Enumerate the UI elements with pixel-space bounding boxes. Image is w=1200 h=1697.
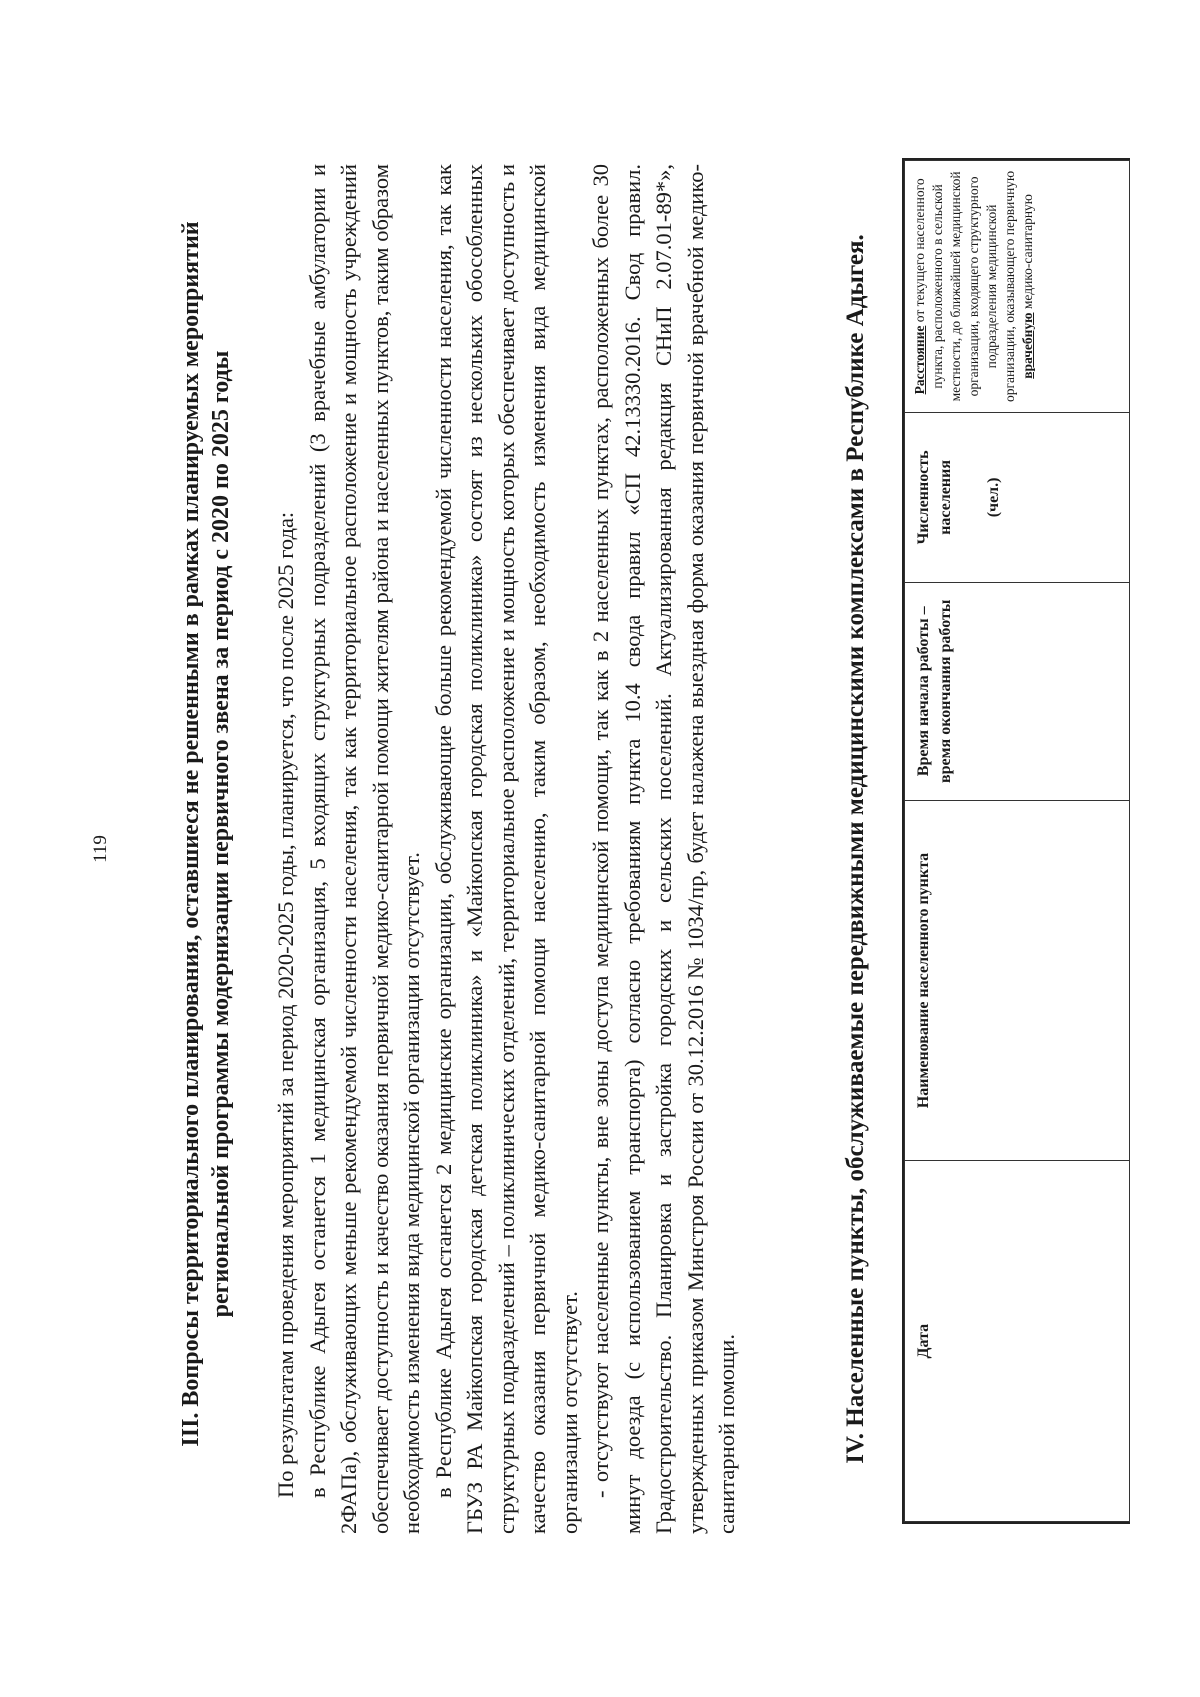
distance-keyword-2: врачебную	[1020, 312, 1035, 379]
population-unit: (чел.)	[985, 477, 1002, 517]
col-header-date: Дата	[905, 1160, 1130, 1521]
body-text	[270, 164, 743, 1534]
col-header-distance	[905, 160, 1130, 412]
distance-description-tail: медико-санитарную	[1020, 193, 1035, 313]
section-4-title: IV. Населенные пункты, обслуживаемые передвижными медицинскими комплексами в Республике Адыгея.	[842, 233, 869, 1464]
paragraph: в Республике Адыгея останется 1 медицинская организация, 5 входящих структурных подразделений (3 врачебные амбулатории и 2ФАПа), обслуживающих меньше рекомендуемой численности населения, так как территориальное расположение и мощность учреждений обеспечивает доступность и качество оказания первичной медико-санитарной помощи жителям района и населенных пунктов, таким образом необходимость изменения вида медицинской организации отсутствует.	[304, 163, 424, 1534]
col-header-settlement-name: Наименование населенного пункта	[905, 800, 1130, 1161]
section-3-title: III. Вопросы территориального планирования, оставшиеся не решенными в рамках планируемых мероприятий региональной программы модернизации первичного звена за период с 2020 по 2025 годы	[178, 220, 234, 1447]
settlements-table	[902, 158, 1130, 1524]
page-number: 119	[90, 834, 111, 863]
paragraph: - отсутствуют населенные пункты, вне зоны доступа медицинской помощи, так как в 2 населенных пунктах, расположенных более 30 минут доезда (с использованием транспорта) согласно требованиям пункта 10.4 свода правил «СП 42.13330.2016. Свод правил. Градостроительство. Планировка и застройка городских и сельских поселений. Актуализированная редакция СНиП 2.07.01-89*», утвержденных приказом Минстроя России от 30.12.2016 № 1034/пр, будет налажена выездная форма оказания первичной врачебной медико-санитарной помощи.	[588, 163, 739, 1534]
distance-keyword: Расстояние	[912, 325, 927, 394]
document-page	[40, 84, 1160, 1614]
col-header-work-time: Время начала работы – время окончания работы	[905, 582, 1130, 800]
col-header-population	[905, 412, 1130, 582]
distance-description: от текущего населенного пункта, расположенного в сельской местности, до ближайшей медицинской организации, входящего структурного подразделения медицинской организации, оказывающего первичную	[912, 170, 1017, 402]
paragraph: в Республике Адыгея останется 2 медицинские организации, обслуживающие больше рекомендуемой численности населения, так как ГБУЗ РА Майкопская городская детская поликлиника» и «Майкопская городская поликлиника» состоят из нескольких обособленных структурных подразделений – поликлинических отделений, территориальное расположение и мощность которых обеспечивает доступность и качество оказания первичной медико-санитарной помощи населению, таким образом, необходимость изменения вида медицинской организации отсутствует.	[430, 163, 582, 1534]
population-label: Численность населения	[915, 449, 954, 544]
paragraph: По результатам проведения мероприятий за период 2020-2025 годы, планируется, что после 2025 года:	[273, 511, 298, 1498]
table-header-row	[905, 160, 1130, 1521]
